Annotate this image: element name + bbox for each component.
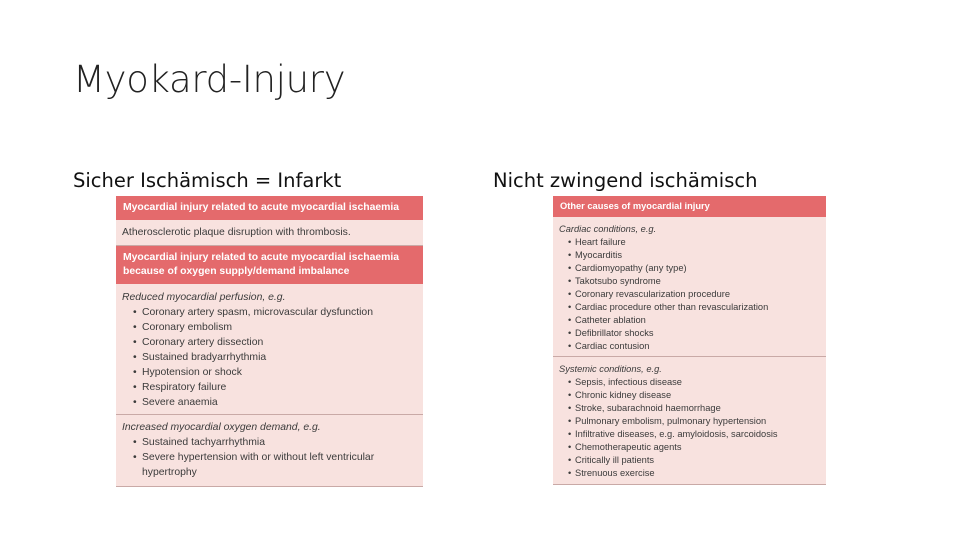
bullet-list [559,236,820,353]
list-item: • Coronary artery spasm, microvascular dysfunction [122,305,417,320]
list-item: • Sepsis, infectious disease [559,376,820,389]
table-section [553,217,826,357]
section-title: Increased myocardial oxygen demand, e.g. [122,422,321,433]
table-header [116,246,423,284]
other-causes-table [553,196,826,485]
right-column-heading: Nicht zwingend ischämisch [493,169,758,192]
bullet-list [122,305,417,410]
list-item: • Cardiomyopathy (any type) [559,262,820,275]
section-title: Cardiac conditions, e.g. [559,224,657,234]
list-item: • Respiratory failure [122,380,417,395]
list-item: • Hypotension or shock [122,365,417,380]
list-item: • Strenuous exercise [559,467,820,480]
list-item: • Coronary revascularization procedure [559,288,820,301]
list-item: • Cardiac procedure other than revascularization [559,301,820,314]
section-title: Systemic conditions, e.g. [559,364,662,374]
list-item: • Catheter ablation [559,314,820,327]
list-item: • Stroke, subarachnoid haemorrhage [559,402,820,415]
list-item: • Critically ill patients [559,454,820,467]
section-title: Reduced myocardial perfusion, e.g. [122,292,286,303]
list-item: • Takotsubo syndrome [559,275,820,288]
list-item: • Cardiac contusion [559,340,820,353]
ischaemic-injury-table [116,196,423,487]
list-item: • Severe anaemia [122,395,417,410]
list-item: • Severe hypertension with or without left ventricular hypertrophy [122,450,417,480]
list-item: • Sustained bradyarrhythmia [122,350,417,365]
header-line: Myocardial injury related to acute myocardial ischaemia [123,252,400,263]
header-line: because of oxygen supply/demand imbalance [123,266,350,277]
table-header: Other causes of myocardial injury [553,196,826,217]
list-item: • Infiltrative diseases, e.g. amyloidosis, sarcoidosis [559,428,820,441]
table-header: Myocardial injury related to acute myocardial ischaemia [116,196,423,220]
list-item: • Sustained tachyarrhythmia [122,435,417,450]
bullet-list [559,376,820,480]
list-item: • Pulmonary embolism, pulmonary hypertension [559,415,820,428]
bullet-list [122,435,417,480]
list-item: • Myocarditis [559,249,820,262]
table-row: Atherosclerotic plaque disruption with thrombosis. [116,220,423,246]
table-section [116,284,423,415]
list-item: • Coronary artery dissection [122,335,417,350]
table-section [116,415,423,480]
list-item: • Chronic kidney disease [559,389,820,402]
list-item: • Heart failure [559,236,820,249]
list-item: • Coronary embolism [122,320,417,335]
list-item: • Defibrillator shocks [559,327,820,340]
left-column-heading: Sicher Ischämisch = Infarkt [73,169,342,192]
slide-title: Myokard-Injury [73,58,346,101]
table-section [553,357,826,480]
list-item: • Chemotherapeutic agents [559,441,820,454]
